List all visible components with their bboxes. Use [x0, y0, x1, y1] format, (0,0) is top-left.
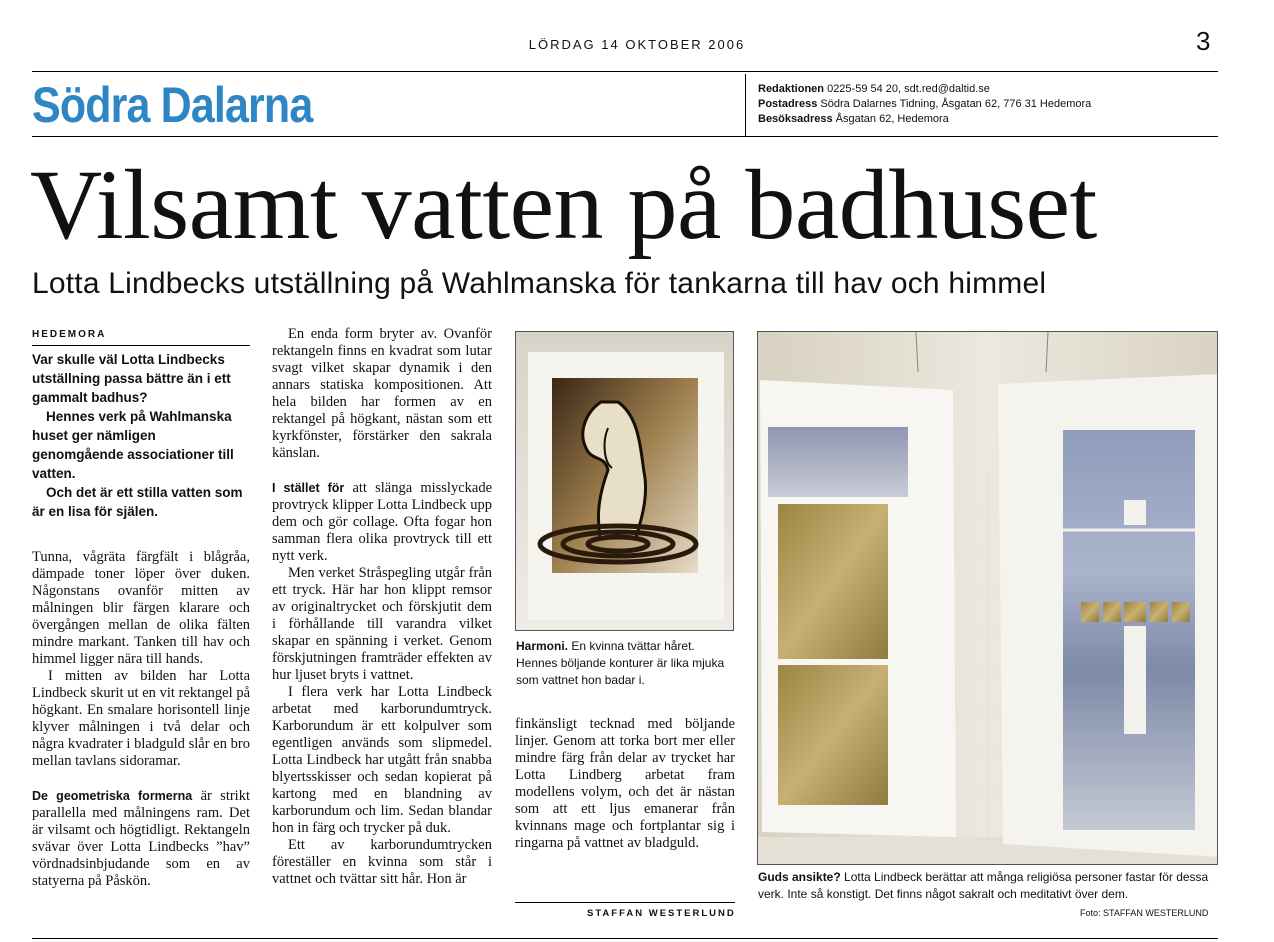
runin-geometric-text: är strikt parallella med målningens ram. Det är vilsamt och högtidligt. Rektangeln svävar över Lotta Lindbecks ”hav” vördnadsinbjudande som en av statyerna på Påskön.	[32, 788, 250, 889]
contact-block	[758, 82, 1091, 127]
byline: STAFFAN WESTERLUND	[587, 908, 736, 919]
body-paragraph-6: Men verket Stråspegling utgår från ett tryck. Här har hon klippt remsor av originaltrycket och förskjutit dem i förhållande till varandra vilket skapar en spänning i verket. Genom förskjutningen framträder effekten av hur ljuset bryts i vattnet.	[272, 565, 492, 683]
masthead-bottom-rule	[32, 136, 1218, 137]
byline-rule	[515, 902, 735, 903]
contact-label-editorial: Redaktionen	[758, 83, 825, 95]
column-1	[32, 326, 250, 890]
contact-value-postal: Södra Dalarnes Tidning, Åsgatan 62, 776 31 Hedemora	[817, 98, 1092, 110]
masthead-divider	[745, 74, 746, 136]
contact-value-editorial: 0225-59 54 20, sdt.red@daltid.se	[824, 83, 990, 95]
issue-date: LÖRDAG 14 OKTOBER 2006	[528, 37, 746, 52]
subheadline: Lotta Lindbecks utställning på Wahlmanska för tankarna till hav och himmel	[32, 267, 1047, 300]
runin-instead-text: att slänga misslyckade provtryck klipper Lotta Lindbeck upp dem och gör collage. Ofta fogar hon samman flera olika provtryck till ett nytt verk.	[272, 480, 492, 564]
dateline-rule	[32, 345, 250, 346]
column-3	[515, 716, 735, 852]
masthead-top-rule	[32, 71, 1218, 72]
lead-paragraph-1: Var skulle väl Lotta Lindbecks utställning passa bättre än i ett gammalt badhus?	[32, 352, 231, 405]
contact-label-visit: Besöksadress	[758, 113, 833, 125]
contact-label-postal: Postadress	[758, 98, 818, 110]
body-paragraph-2: I mitten av bilden har Lotta Lindbeck skurit ut en vit rektangel på högkant. En smalare horisontell linje klyver målningen i två delar och några kvadrater i bladguld slår en bro mellan tavlans sidoramar.	[32, 668, 250, 769]
caption-harmoni-bold: Harmoni.	[516, 639, 569, 653]
lead-paragraph-3: Och det är ett stilla vatten som är en lisa för själen.	[32, 485, 243, 519]
body-paragraph-1: Tunna, vågräta färgfält i blågråa, dämpade toner löper över duken. Någonstans ovanför mitten av målningen blir färgen klarare och övergången mellan de olika fälten mindre markant. Tanken till hav och himmel ligger nära till hands.	[32, 549, 250, 667]
lead-paragraph-2: Hennes verk på Wahlmanska huset ger nämligen genomgående associationer till vatten.	[32, 409, 234, 481]
page-bottom-rule	[32, 938, 1218, 939]
body-paragraph-5	[272, 480, 492, 565]
page-number: 3	[1196, 26, 1211, 56]
headline: Vilsamt vatten på badhuset	[30, 149, 1097, 260]
caption-guds-bold: Guds ansikte?	[758, 870, 841, 884]
article-dateline: HEDEMORA	[32, 329, 107, 340]
photo-credit: Foto: STAFFAN WESTERLUND	[1080, 908, 1209, 918]
body-paragraph-7: I flera verk har Lotta Lindbeck arbetat med karborundumtryck. Karborundum är ett kolpulver som egentligen används som slipmedel. Lotta Lindbeck har utgått från snabba blyertsskisser och sedan kopierat på kartong med en blandning av karborundum och lim. Sedan blandar hon in färg och trycker på duk.	[272, 684, 492, 836]
caption-harmoni	[516, 638, 738, 689]
guds-ansikte-artwork-image	[758, 332, 1218, 865]
caption-guds-ansikte	[758, 869, 1220, 903]
contact-value-visit: Åsgatan 62, Hedemora	[832, 113, 949, 125]
runin-geometric: De geometriska formerna	[32, 789, 193, 803]
body-paragraph-3	[32, 788, 250, 890]
body-paragraph-4: En enda form bryter av. Ovanför rektangeln finns en kvadrat som lutar svagt vilket skapar dynamik i den annars statiska kompositionen. Att hela bilden har formen av en rektangel på högkant, nästan som ett kyrkfönster, förstärker den sakrala känslan.	[272, 326, 492, 461]
harmoni-artwork-image	[516, 332, 734, 631]
runin-instead: I stället för	[272, 481, 345, 495]
body-paragraph-9: finkänsligt tecknad med böljande linjer. Genom att torka bort mer eller mindre färg från delar av trycket har Lotta Lindberg arbetat fram modellens volym, och det är nästan som att ett ljus emanerar från kvinnans mage och fortplantar sig i ringarna på vattnet av bladguld.	[515, 716, 735, 851]
body-paragraph-8: Ett av karborundumtrycken föreställer en kvinna som står i vattnet och tvättar sitt hår. Hon är	[272, 837, 492, 887]
photo-guds-ansikte	[757, 331, 1218, 865]
caption-guds-text: Lotta Lindbeck berättar att många religiösa personer fastar för dessa verk. Inte så konstigt. Det finns något sakralt och meditativt över dem.	[758, 870, 1209, 901]
column-2	[272, 326, 492, 888]
caption-harmoni-text: En kvinna tvättar håret. Hennes böljande konturer är lika mjuka som vattnet hon badar i.	[516, 639, 725, 687]
section-title: Södra Dalarna	[32, 77, 313, 133]
photo-harmoni	[515, 331, 734, 631]
article-lead	[32, 350, 250, 521]
